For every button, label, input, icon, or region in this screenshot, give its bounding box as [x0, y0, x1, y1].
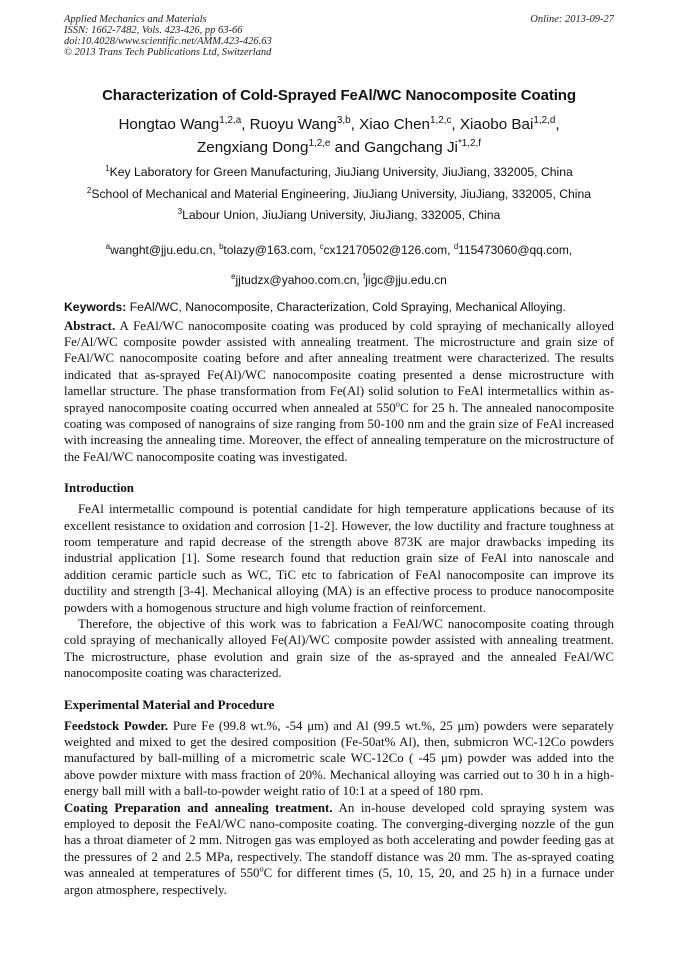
- email-line-2: [64, 273, 614, 288]
- keywords-text: FeAl/WC, Nanocomposite, Characterization, Cold Spraying, Mechanical Alloying.: [126, 299, 566, 314]
- email-list: [64, 228, 614, 288]
- author-list: [64, 113, 614, 159]
- author-separator: and: [330, 139, 365, 156]
- coating-label: Coating Preparation and annealing treatment.: [64, 800, 333, 815]
- affiliation-2: [64, 184, 614, 206]
- paper-page: [64, 14, 614, 898]
- degree-sup: o: [395, 399, 400, 409]
- degree-sup: o: [259, 864, 264, 874]
- author-name: Xiao Chen: [359, 116, 430, 133]
- affiliation-text: School of Mechanical and Material Engineering, JiuJiang University, JiuJiang, 332005, China: [91, 186, 592, 201]
- journal-header: [64, 14, 614, 58]
- feedstock-paragraph: [64, 718, 614, 800]
- abstract-text: A FeAl/WC nanocomposite coating was produced by cold spraying of mechanically alloyed Fe/Al/WC composite powder assisted with annealing treatment. The microstructure and grain size of FeAl/WC nanocomposite coating before and after annealing treatment were characterized. The results indicated that as-sprayed Fe(Al)/WC nanocomposite coating presented a dense microstructure with lamellar structure. The phase transformation from Fe(Al) solid solution to FeAl intermetallics within as-sprayed nanocomposite coating occurred when annealed at 550: [64, 318, 614, 415]
- paper-title: Characterization of Cold-Sprayed FeAl/WC Nanocomposite Coating: [102, 87, 576, 104]
- author-name: Zengxiang Dong: [197, 139, 309, 156]
- author-separator: ,: [451, 116, 460, 133]
- affiliation-text: Key Laboratory for Green Manufacturing, JiuJiang University, JiuJiang, 332005, China: [109, 165, 573, 179]
- author-separator: ,: [241, 116, 250, 133]
- author-separator: ,: [555, 116, 560, 133]
- abstract-text: C for 25 h. The annealed nanocomposite coating was composed of nanograins of size ranging from 50-100 nm and the grain size of FeAl increased with increasing the annealing time. Moreover, the effect of annealing temperature on the microstructure of the FeAl/WC nanocomposite coating was investigated.: [64, 400, 614, 464]
- abstract-label: Abstract.: [64, 318, 116, 333]
- email-sup: b: [219, 241, 224, 251]
- author-affil-sup: 1,2,a: [219, 114, 242, 126]
- email-link[interactable]: tolazy@163.com,: [223, 242, 320, 257]
- affiliation-sup: 1: [105, 163, 110, 173]
- affiliation-text: Labour Union, JiuJiang University, JiuJiang, 332005, China: [182, 208, 501, 222]
- doi-line: doi:10.4028/www.scientific.net/AMM.423-426.63: [64, 36, 272, 47]
- affiliation-list: [64, 162, 614, 227]
- email-line-1: [64, 228, 614, 273]
- author-name: Hongtao Wang: [118, 116, 220, 133]
- email-link[interactable]: cx12170502@126.com,: [323, 242, 454, 257]
- email-link[interactable]: jigc@jju.edu.cn: [365, 272, 447, 287]
- author-affil-sup: *1,2,f: [457, 137, 481, 149]
- author-name: Gangchang Ji: [364, 139, 458, 156]
- email-link[interactable]: jjtudzx@yahoo.com.cn,: [235, 272, 364, 287]
- journal-name: Applied Mechanics and Materials: [64, 14, 207, 25]
- coating-text: C for different times (5, 10, 15, 20, and 25 h) in a furnace under argon atmosphere, respectively.: [64, 866, 614, 897]
- author-affil-sup: 1,2,c: [430, 114, 452, 126]
- introduction-paragraph-1: FeAl intermetallic compound is potential candidate for high temperature applications because of its excellent resistance to oxidation and corrosion [1-2]. However, the low ductility and fracture toughness at room temperature and rapid decrease of the strength above 873K are major drawbacks impeding its industrial application [1]. Some research found that reduction grain size of FeAl into nanoscale and addition ceramic particle such as WC, TiC etc to fabrication of FeAl nanocomposite can improve its ductility and strength [3-4]. Mechanical alloying (MA) is an effective process to produce nanocomposite powders with a homogenous structure and high volume fraction of reinforcement.: [64, 502, 614, 615]
- author-affil-sup: 1,2,e: [308, 137, 331, 149]
- email-sup: c: [319, 241, 324, 251]
- online-date: Online: 2013-09-27: [530, 14, 614, 25]
- author-name: Xiaobo Bai: [459, 116, 534, 133]
- email-sup: f: [363, 271, 366, 281]
- email-sup: e: [231, 271, 236, 281]
- email-sup: a: [105, 241, 111, 251]
- introduction-heading: Introduction: [64, 481, 134, 496]
- feedstock-text: Pure Fe (99.8 wt.%, -54 μm) and Al (99.5 wt.%, 25 μm) powders were separately weighted and mixed to get the desired composition (Fe-50at% Al), then, submicron WC-12Co powders manufactured by ball-milling of a micrometric scale WC-12Co ( -45 μm) powder was added into the above powder mixture with mass fraction of 20%. Mechanical alloying was carried out to 30 h in a high-energy ball mill with a ball-to-powder weight ratio of 10:1 at a speed of 180 rpm.: [64, 718, 614, 799]
- email-link[interactable]: wanght@jju.edu.cn,: [110, 242, 220, 257]
- issn-line: ISSN: 1662-7482, Vols. 423-426, pp 63-66: [64, 25, 243, 36]
- coating-paragraph: [64, 800, 614, 898]
- keywords-line: [64, 300, 614, 314]
- author-line-1: [64, 113, 614, 136]
- copyright-line: © 2013 Trans Tech Publications Ltd, Switzerland: [64, 47, 272, 58]
- email-sup: d: [453, 241, 459, 251]
- author-affil-sup: 3,b: [336, 114, 351, 126]
- feedstock-label: Feedstock Powder.: [64, 718, 169, 733]
- experimental-heading: Experimental Material and Procedure: [64, 697, 275, 712]
- affiliation-sup: 2: [86, 185, 92, 195]
- affiliation-1: [64, 162, 614, 184]
- author-affil-sup: 1,2,d: [533, 114, 556, 126]
- author-name: Ruoyu Wang: [249, 116, 337, 133]
- coating-text: An in-house developed cold spraying system was employed to deposit the FeAl/WC nano-composite coating. The converging-diverging nozzle of the gun has a throat diameter of 2 mm. Nitrogen gas was employed as both accelerating and powder feeding gas at the pressures of 2 and 2.5 MPa, respectively. The standoff distance was 20 mm. The as-sprayed coating was annealed at temperatures of 550: [64, 800, 614, 881]
- abstract-paragraph: [64, 318, 614, 466]
- keywords-label: Keywords:: [64, 299, 127, 314]
- author-separator: ,: [350, 116, 360, 133]
- author-line-2: [64, 136, 614, 159]
- introduction-paragraph-2: Therefore, the objective of this work was to fabrication a FeAl/WC nanocomposite coating through cold spraying of mechanically alloyed Fe(Al)/WC composite powder assisted with annealing treatment. The microstructure, phase evolution and grain size of the as-sprayed and the annealed FeAl/WC nanocomposite coating was characterized.: [64, 617, 614, 681]
- affiliation-sup: 3: [177, 206, 183, 216]
- affiliation-3: [64, 205, 614, 227]
- email-link[interactable]: 115473060@qq.com,: [458, 242, 573, 257]
